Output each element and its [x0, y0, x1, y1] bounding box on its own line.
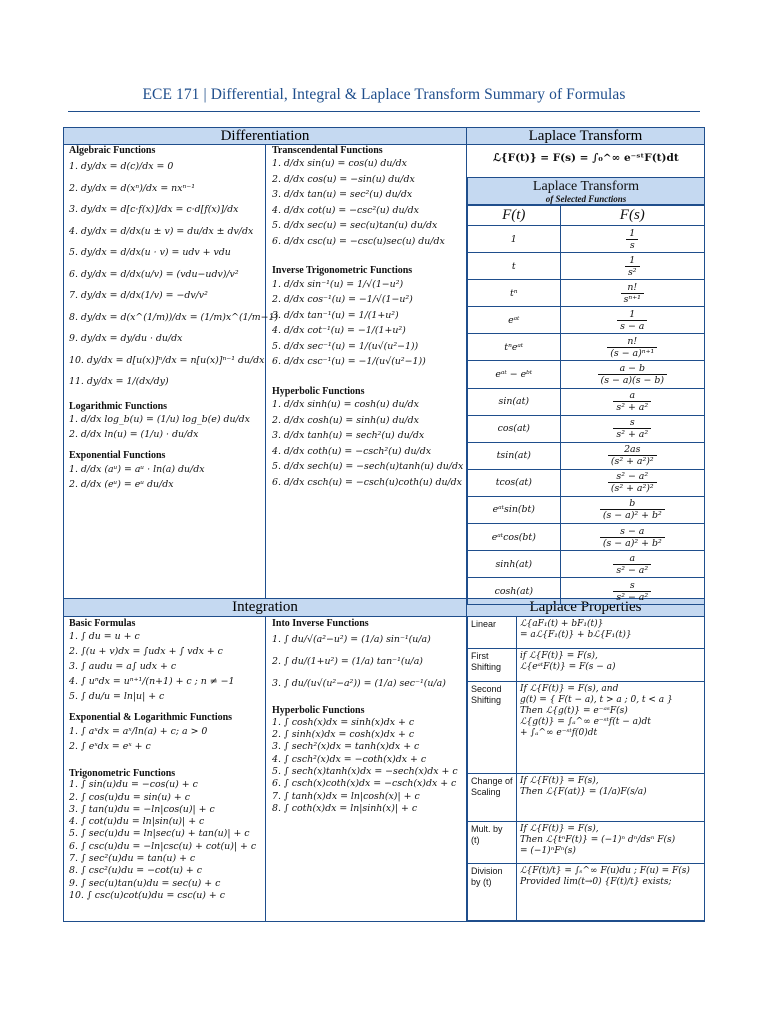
hyperbolic-formula: 3. d/dx tanh(u) = sech²(u) du/dx — [272, 430, 425, 442]
laplace-fs-cell — [560, 334, 704, 361]
laplace-ft-cell: eᵃᵗ − eᵇᵗ — [468, 361, 561, 388]
hyperbolic-formula: 6. d/dx csch(u) = −csch(u)coth(u) du/dx — [272, 476, 462, 488]
laplace-table-row — [468, 280, 705, 307]
laplace-fs-numerator: s — [629, 417, 635, 429]
exp-log-formula: 2. ∫ eˣdx = eˣ + c — [69, 740, 151, 752]
laplace-fs-numerator: a — [629, 552, 636, 564]
basic-formula: 1. ∫ du = u + c — [69, 631, 140, 643]
trig-formula: 5. ∫ sec(u)du = ln|sec(u) + tan(u)| + c — [69, 828, 250, 840]
diff-right-column — [272, 145, 464, 490]
inverse-formula: 2. ∫ du/(1+u²) = (1/a) tan⁻¹(u/a) — [272, 656, 423, 668]
integ-hyperbolic-heading: Hyperbolic Functions — [272, 705, 365, 717]
exp-log-list — [69, 724, 263, 754]
hyperbolic-formula: 5. d/dx sech(u) = −sech(u)tanh(u) du/dx — [272, 461, 464, 473]
laplace-fs-fraction — [607, 336, 657, 359]
laplace-fs-fraction — [608, 471, 657, 494]
laplace-fs-denominator: s² + a² — [613, 428, 651, 440]
transcendental-list — [272, 156, 464, 249]
laplace-fs-denominator: (s² + a²)² — [608, 455, 657, 467]
property-line: If ℒ{F(t)} = F(s), and — [520, 684, 619, 694]
log-formula: 1. d/dx log_b(u) = (1/u) log_b(e) du/dx — [69, 414, 250, 426]
integ-hyperbolic-formula: 7. ∫ tanh(x)dx = ln|cosh(x)| + c — [272, 790, 420, 802]
laplace-fs-fraction — [625, 255, 640, 278]
integ-hyperbolic-formula: 1. ∫ cosh(x)dx = sinh(x)dx + c — [272, 716, 415, 728]
laplace-fs-numerator: n! — [627, 335, 638, 347]
property-equation — [517, 682, 705, 774]
algebraic-formula: 10. dy/dx = d[u(x)]ⁿ/dx = n[u(x)]ⁿ⁻¹ du/dx — [69, 354, 265, 366]
laplace-fs-cell — [560, 415, 704, 442]
laplace-table-row — [468, 469, 705, 496]
laplace-fs-fraction — [626, 228, 638, 251]
property-line: Then ℒ{tⁿF(t)} = (−1)ⁿ dⁿ/dsⁿ F(s) — [520, 835, 676, 845]
laplace-fs-cell — [560, 496, 704, 523]
laplace-ft-cell: eᵃᵗ — [468, 307, 561, 334]
hyperbolic-formula: 1. d/dx sinh(u) = cosh(u) du/dx — [272, 399, 419, 411]
laplace-fs-fraction — [600, 498, 665, 521]
basic-formula: 5. ∫ du/u = ln|u| + c — [69, 691, 165, 703]
hyperbolic-functions-heading: Hyperbolic Functions — [272, 385, 365, 397]
laplace-table-row — [468, 334, 705, 361]
inverse-functions-heading: Into Inverse Functions — [272, 618, 369, 629]
algebraic-formula: 1. dy/dx = d(c)/dx = 0 — [69, 161, 174, 173]
trig-formula: 10. ∫ csc(u)cot(u)du = csc(u) + c — [69, 889, 226, 901]
laplace-fs-fraction — [613, 390, 651, 413]
laplace-fs-cell — [560, 469, 704, 496]
trig-formula: 6. ∫ csc(u)du = −ln|csc(u) + cot(u)| + c — [69, 840, 257, 852]
laplace-fs-numerator: 1 — [629, 227, 636, 239]
trig-functions-heading: Trigonometric Functions — [69, 767, 176, 779]
laplace-table-row — [468, 551, 705, 578]
property-line: ℒ{aF₁(t) + bF₁(t)} — [520, 619, 604, 629]
laplace-fs-denominator: (s − a)(s − b) — [598, 374, 667, 386]
property-equation — [517, 649, 705, 682]
algebraic-formula: 11. dy/dx = 1/(dx/dy) — [69, 376, 169, 388]
laplace-property-row — [468, 617, 705, 649]
laplace-table-row — [468, 388, 705, 415]
laplace-fs-denominator: sⁿ⁺¹ — [621, 293, 644, 305]
inverse-trig-formula: 3. d/dx tan⁻¹(u) = 1/(1+u²) — [272, 309, 399, 321]
property-line: g(t) = { F(t − a), t > a ; 0, t < a } — [520, 695, 673, 705]
inverse-formula: 3. ∫ du/(u√(u²−a²)) = (1/a) sec⁻¹(u/a) — [272, 678, 446, 690]
basic-formula: 3. ∫ audu = a∫ udx + c — [69, 661, 177, 673]
laplace-fs-fraction — [621, 282, 644, 305]
laplace-table-row — [468, 442, 705, 469]
property-label: Change of Scaling — [468, 774, 517, 822]
laplace-property-row — [468, 649, 705, 682]
laplace-property-row — [468, 822, 705, 864]
inverse-functions-list — [272, 629, 464, 695]
laplace-table-row — [468, 415, 705, 442]
laplace-table-row — [468, 226, 705, 253]
exponential-functions-heading: Exponential Functions — [69, 450, 166, 462]
property-line: + ∫ₐ^∞ e⁻ˢᵗf(0)dt — [520, 728, 598, 738]
laplace-ft-cell: eᵃᵗcos(bt) — [468, 524, 561, 551]
laplace-fs-numerator: a — [629, 390, 636, 402]
basic-list — [69, 629, 263, 704]
laplace-fs-denominator: (s − a)² + b² — [600, 509, 665, 521]
laplace-table-row — [468, 578, 705, 605]
inverse-trig-formula: 4. d/dx cot⁻¹(u) = −1/(1+u²) — [272, 325, 406, 337]
algebraic-list — [69, 156, 279, 393]
hyperbolic-formula: 4. d/dx coth(u) = −csch²(u) du/dx — [272, 445, 432, 457]
laplace-fs-denominator: (s² + a²)² — [608, 482, 657, 494]
laplace-ft-cell: sin(at) — [468, 388, 561, 415]
inverse-trig-list — [272, 277, 464, 370]
laplace-selected-subtitle: of Selected Functions — [545, 194, 627, 204]
laplace-fs-fraction — [613, 417, 651, 440]
laplace-ft-cell: 1 — [468, 226, 561, 253]
inverse-formula: 1. ∫ du/√(a²−u²) = (1/a) sin⁻¹(u/a) — [272, 634, 431, 646]
trig-formula: 2. ∫ cos(u)du = sin(u) + c — [69, 791, 190, 803]
title-underline — [68, 111, 700, 112]
transcendental-formula: 5. d/dx sec(u) = sec(u)tan(u) du/dx — [272, 220, 438, 232]
laplace-definition: ℒ{F(t)} = F(s) = ∫₀^∞ e⁻ˢᵗF(t)dt — [493, 152, 679, 164]
property-line: Then ℒ{F(at)} = (1/a)F(s/a) — [520, 787, 647, 797]
laplace-fs-numerator: s − a — [620, 525, 645, 537]
laplace-fs-fraction — [613, 580, 651, 603]
property-equation — [517, 774, 705, 822]
laplace-fs-cell — [560, 442, 704, 469]
laplace-ft-cell: t — [468, 253, 561, 280]
property-line: = (−1)ⁿFⁿ(s) — [520, 846, 576, 856]
trig-formula: 8. ∫ csc²(u)du = −cot(u) + c — [69, 865, 203, 877]
algebraic-formula: 6. dy/dx = d/dx(u/v) = (vdu−udv)/v² — [69, 268, 239, 280]
inverse-trig-formula: 2. d/dx cos⁻¹(u) = −1/√(1−u²) — [272, 294, 413, 306]
property-line: Then ℒ{g(t)} = e⁻ᵃˢF(s) — [520, 706, 628, 716]
laplace-selected-header — [467, 177, 705, 205]
laplace-fs-denominator: s — [626, 239, 638, 251]
log-formula: 2. d/dx ln(u) = (1/u) · du/dx — [69, 429, 199, 441]
laplace-table-row — [468, 361, 705, 388]
laplace-fs-numerator: s — [629, 579, 635, 591]
laplace-fs-cell — [560, 226, 704, 253]
laplace-fs-numerator: 1 — [629, 254, 636, 266]
property-line: If ℒ{F(t)} = F(s), — [520, 776, 599, 786]
integ-hyperbolic-formula: 3. ∫ sech²(x)dx = tanh(x)dx + c — [272, 741, 420, 753]
algebraic-formula: 8. dy/dx = d(x^(1/m))/dx = (1/m)x^(1/m−1) — [69, 311, 279, 323]
inverse-trig-heading: Inverse Trigonometric Functions — [272, 265, 413, 277]
laplace-fs-denominator: (s − a)ⁿ⁺¹ — [607, 347, 657, 359]
laplace-table-row — [468, 496, 705, 523]
algebraic-formula: 5. dy/dx = d/dx(u · v) = udv + vdu — [69, 247, 231, 259]
laplace-selected-title: Laplace Transform — [532, 179, 640, 194]
laplace-table — [467, 205, 705, 605]
laplace-fs-cell — [560, 524, 704, 551]
property-line: ℒ{g(t)} = ∫ₐ^∞ e⁻ˢᵗf(t − a)dt — [520, 717, 651, 727]
integ-hyperbolic-formula: 2. ∫ sinh(x)dx = cosh(x)dx + c — [272, 729, 415, 741]
exponential-list — [69, 462, 263, 492]
laplace-ft-cell: tcos(at) — [468, 469, 561, 496]
laplace-property-row — [468, 682, 705, 774]
transcendental-formula: 6. d/dx csc(u) = −csc(u)sec(u) du/dx — [272, 235, 445, 247]
property-label: Mult. by (t) — [468, 822, 517, 864]
trig-formula: 1. ∫ sin(u)du = −cos(u) + c — [69, 779, 198, 791]
exp-formula: 2. d/dx (eᵘ) = eᵘ du/dx — [69, 478, 174, 490]
trig-formula: 3. ∫ tan(u)du = −ln|cos(u)| + c — [69, 803, 215, 815]
laplace-fs-fraction — [600, 526, 665, 549]
transcendental-formula: 2. d/dx cos(u) = −sin(u) du/dx — [272, 173, 415, 185]
transcendental-formula: 1. d/dx sin(u) = cos(u) du/dx — [272, 158, 407, 170]
basic-formula: 2. ∫(u + v)dx = ∫udx + ∫ vdx + c — [69, 646, 223, 658]
laplace-fs-fraction — [613, 553, 651, 576]
integ-hyperbolic-formula: 6. ∫ csch(x)coth(x)dx = −csch(x)dx + c — [272, 778, 457, 790]
property-line: ℒ{F(t)/t} = ∫ₛ^∞ F(u)du ; F(u) = F(s) — [520, 866, 690, 876]
integ-hyperbolic-formula: 5. ∫ sech(x)tanh(x)dx = −sech(x)dx + c — [272, 766, 458, 777]
laplace-fs-fraction — [617, 309, 647, 332]
laplace-ft-cell: cos(at) — [468, 415, 561, 442]
laplace-fs-cell — [560, 388, 704, 415]
transcendental-formula: 4. d/dx cot(u) = −csc²(u) du/dx — [272, 204, 419, 216]
laplace-fs-cell — [560, 578, 704, 605]
laplace-fs-numerator: a − b — [619, 363, 645, 375]
laplace-property-row — [468, 774, 705, 822]
integration-header: Integration — [63, 598, 467, 617]
diff-column-divider — [265, 145, 266, 598]
basic-formula: 4. ∫ uⁿdx = uⁿ⁺¹/(n+1) + c ; n ≠ −1 — [69, 676, 235, 688]
inverse-trig-formula: 1. d/dx sin⁻¹(u) = 1/√(1−u²) — [272, 278, 404, 290]
property-label: First Shifting — [468, 649, 517, 682]
laplace-property-row — [468, 864, 705, 921]
property-label: Linear — [468, 617, 517, 649]
property-line: = aℒ{F₁(t)} + bℒ{F₁(t)} — [520, 630, 632, 640]
integ-hyperbolic-list — [272, 717, 464, 815]
transcendental-functions-heading: Transcendental Functions — [272, 145, 383, 156]
integ-hyperbolic-formula: 8. ∫ coth(x)dx = ln|sinh(x)| + c — [272, 802, 418, 814]
exp-formula: 1. d/dx (aᵘ) = aᵘ · ln(a) du/dx — [69, 463, 205, 475]
hyperbolic-formula: 2. d/dx cosh(u) = sinh(u) du/dx — [272, 414, 419, 426]
transcendental-formula: 3. d/dx tan(u) = sec²(u) du/dx — [272, 189, 413, 201]
laplace-fs-denominator: (s − a)² + b² — [600, 537, 665, 549]
laplace-fs-denominator: s² − a² — [613, 591, 651, 603]
property-line: ℒ{eᵃᵗF(t)} = F(s − a) — [520, 662, 616, 672]
laplace-fs-cell — [560, 253, 704, 280]
property-equation — [517, 617, 705, 649]
exp-log-formula: 1. ∫ aˣdx = aˣ/ln(a) + c; a > 0 — [69, 725, 208, 737]
exp-log-heading: Exponential & Logarithmic Functions — [69, 712, 233, 724]
logarithmic-list — [69, 412, 263, 442]
algebraic-formula: 4. dy/dx = d/dx(u ± v) = du/dx ± dv/dx — [69, 225, 254, 237]
property-label: Second Shifting — [468, 682, 517, 774]
property-label: Division by (t) — [468, 864, 517, 921]
inverse-trig-formula: 5. d/dx sec⁻¹(u) = 1/(u√(u²−1)) — [272, 340, 419, 352]
property-equation — [517, 822, 705, 864]
property-line: If ℒ{F(t)} = F(s), — [520, 824, 599, 834]
trig-formula: 7. ∫ sec²(u)du = tan(u) + c — [69, 853, 196, 864]
laplace-properties-table — [467, 616, 705, 921]
laplace-table-row — [468, 524, 705, 551]
algebraic-functions-heading: Algebraic Functions — [69, 145, 156, 156]
laplace-ft-cell: cosh(at) — [468, 578, 561, 605]
col-ft-header: F(t) — [468, 206, 561, 226]
algebraic-formula: 2. dy/dx = d(xⁿ)/dx = nxⁿ⁻¹ — [69, 182, 195, 194]
laplace-ft-cell: sinh(at) — [468, 551, 561, 578]
laplace-properties-header: Laplace Properties — [466, 598, 705, 617]
algebraic-formula: 9. dy/dx = dy/du · du/dx — [69, 333, 183, 345]
trig-list — [69, 779, 263, 902]
laplace-fs-fraction — [608, 444, 657, 467]
laplace-fs-numerator: n! — [627, 281, 638, 293]
logarithmic-functions-heading: Logarithmic Functions — [69, 400, 168, 412]
trig-formula: 4. ∫ cot(u)du = ln|sin(u)| + c — [69, 816, 205, 828]
laplace-fs-numerator: 1 — [629, 308, 636, 320]
trig-formula: 9. ∫ sec(u)tan(u)du = sec(u) + c — [69, 877, 221, 889]
laplace-fs-fraction — [598, 363, 667, 386]
laplace-fs-cell — [560, 361, 704, 388]
laplace-fs-denominator: s² — [625, 266, 640, 278]
algebraic-formula: 3. dy/dx = d[c·f(x)]/dx = c·d[f(x)]/dx — [69, 204, 239, 216]
laplace-table-header-row — [468, 206, 705, 226]
laplace-fs-numerator: b — [629, 498, 636, 510]
integ-hyperbolic-formula: 4. ∫ csch²(x)dx = −coth(x)dx + c — [272, 753, 427, 765]
col-fs-header: F(s) — [560, 206, 704, 226]
diff-left-column — [69, 145, 279, 492]
laplace-fs-denominator: s² − a² — [613, 564, 651, 576]
laplace-fs-cell — [560, 307, 704, 334]
laplace-ft-cell: tⁿ — [468, 280, 561, 307]
property-line: Provided lim(t→0) {F(t)/t} exists; — [520, 877, 672, 887]
property-line: if ℒ{F(t)} = F(s), — [520, 651, 598, 661]
laplace-fs-denominator: s² + a² — [613, 401, 651, 413]
page-title: ECE 171 | Differential, Integral & Laplace Transform Summary of Formulas — [142, 86, 626, 103]
integ-right-column — [272, 618, 464, 815]
laplace-ft-cell: eᵃᵗsin(bt) — [468, 496, 561, 523]
laplace-table-row — [468, 307, 705, 334]
laplace-table-row — [468, 253, 705, 280]
basic-formulas-heading: Basic Formulas — [69, 618, 136, 629]
laplace-fs-denominator: s − a — [617, 320, 647, 332]
laplace-ft-cell: tsin(at) — [468, 442, 561, 469]
laplace-fs-numerator: 2as — [624, 444, 641, 456]
property-equation — [517, 864, 705, 921]
differentiation-header: Differentiation — [63, 127, 467, 145]
laplace-ft-cell: tⁿeᵃᵗ — [468, 334, 561, 361]
laplace-transform-header: Laplace Transform — [466, 127, 705, 145]
integ-left-column — [69, 618, 263, 902]
laplace-fs-cell — [560, 551, 704, 578]
hyperbolic-list — [272, 397, 464, 490]
integ-column-divider — [265, 617, 266, 922]
inverse-trig-formula: 6. d/dx csc⁻¹(u) = −1/(u√(u²−1)) — [272, 356, 426, 368]
algebraic-formula: 7. dy/dx = d/dx(1/v) = −dv/v² — [69, 290, 208, 302]
laplace-fs-cell — [560, 280, 704, 307]
laplace-fs-numerator: s² − a² — [616, 471, 649, 483]
